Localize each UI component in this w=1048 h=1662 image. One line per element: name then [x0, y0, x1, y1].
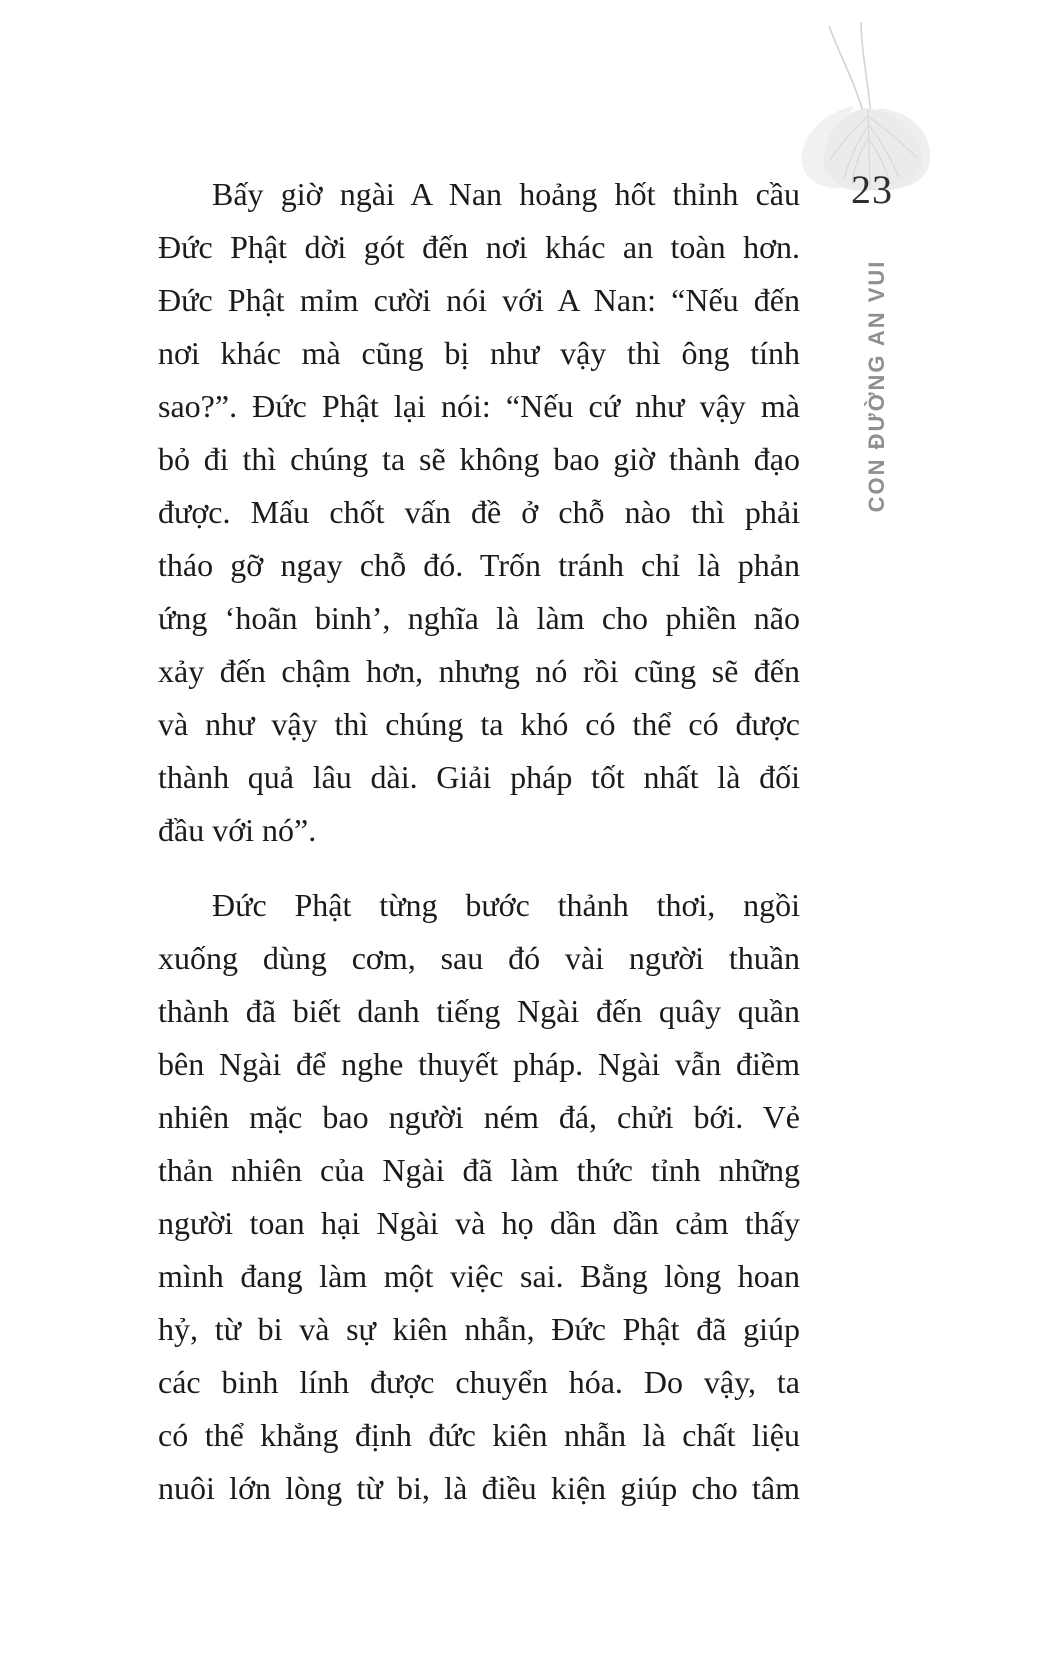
text-line: nơi khác mà cũng bị như vậy thì ông tính [158, 335, 800, 371]
text-line: thành quả lâu dài. Giải pháp tốt nhất là đối [158, 759, 800, 795]
text-line: nhiên mặc bao người ném đá, chửi bới. Vẻ [158, 1099, 800, 1135]
text-line: Bấy giờ ngài A Nan hoảng hốt thỉnh cầu [212, 176, 800, 212]
text-line: nuôi lớn lòng từ bi, là điều kiện giúp cho tâm [158, 1470, 800, 1506]
page-number: 23 [851, 167, 893, 212]
text-line: sao?”. Đức Phật lại nói: “Nếu cứ như vậy mà [158, 388, 800, 424]
text-line: có thể khẳng định đức kiên nhẫn là chất liệu [158, 1417, 800, 1453]
paragraph-2 [158, 879, 800, 1515]
text-line: bên Ngài để nghe thuyết pháp. Ngài vẫn điềm [158, 1046, 800, 1082]
text-line: ứng ‘hoãn binh’, nghĩa là làm cho phiền não [158, 600, 800, 636]
text-line: thản nhiên của Ngài đã làm thức tỉnh những [158, 1152, 800, 1188]
text-line: đầu với nó”. [158, 812, 317, 848]
text-line: bỏ đi thì chúng ta sẽ không bao giờ thành đạo [158, 441, 800, 477]
body-text [158, 168, 800, 1515]
text-line: tháo gỡ ngay chỗ đó. Trốn tránh chỉ là phản [158, 547, 800, 583]
text-line: và như vậy thì chúng ta khó có thể có được [158, 706, 800, 742]
text-line: xuống dùng cơm, sau đó vài người thuần [158, 940, 800, 976]
text-line: Đức Phật từng bước thảnh thơi, ngồi [212, 887, 800, 923]
text-line: xảy đến chậm hơn, nhưng nó rồi cũng sẽ đến [158, 653, 800, 689]
text-line: mình đang làm một việc sai. Bằng lòng hoan [158, 1258, 800, 1294]
text-line: người toan hại Ngài và họ dần dần cảm thấy [158, 1205, 800, 1241]
text-line: thành đã biết danh tiếng Ngài đến quây quần [158, 993, 800, 1029]
text-line: Đức Phật mỉm cười nói với A Nan: “Nếu đến [158, 282, 800, 318]
text-line: hỷ, từ bi và sự kiên nhẫn, Đức Phật đã giúp [158, 1311, 800, 1347]
paragraph-1 [158, 168, 800, 857]
text-line: Đức Phật dời gót đến nơi khác an toàn hơn. [158, 229, 800, 265]
text-line: các binh lính được chuyển hóa. Do vậy, ta [158, 1364, 800, 1400]
text-line: được. Mấu chốt vấn đề ở chỗ nào thì phải [158, 494, 800, 530]
running-title-vertical: CON ĐƯỜNG AN VUI [864, 259, 889, 513]
